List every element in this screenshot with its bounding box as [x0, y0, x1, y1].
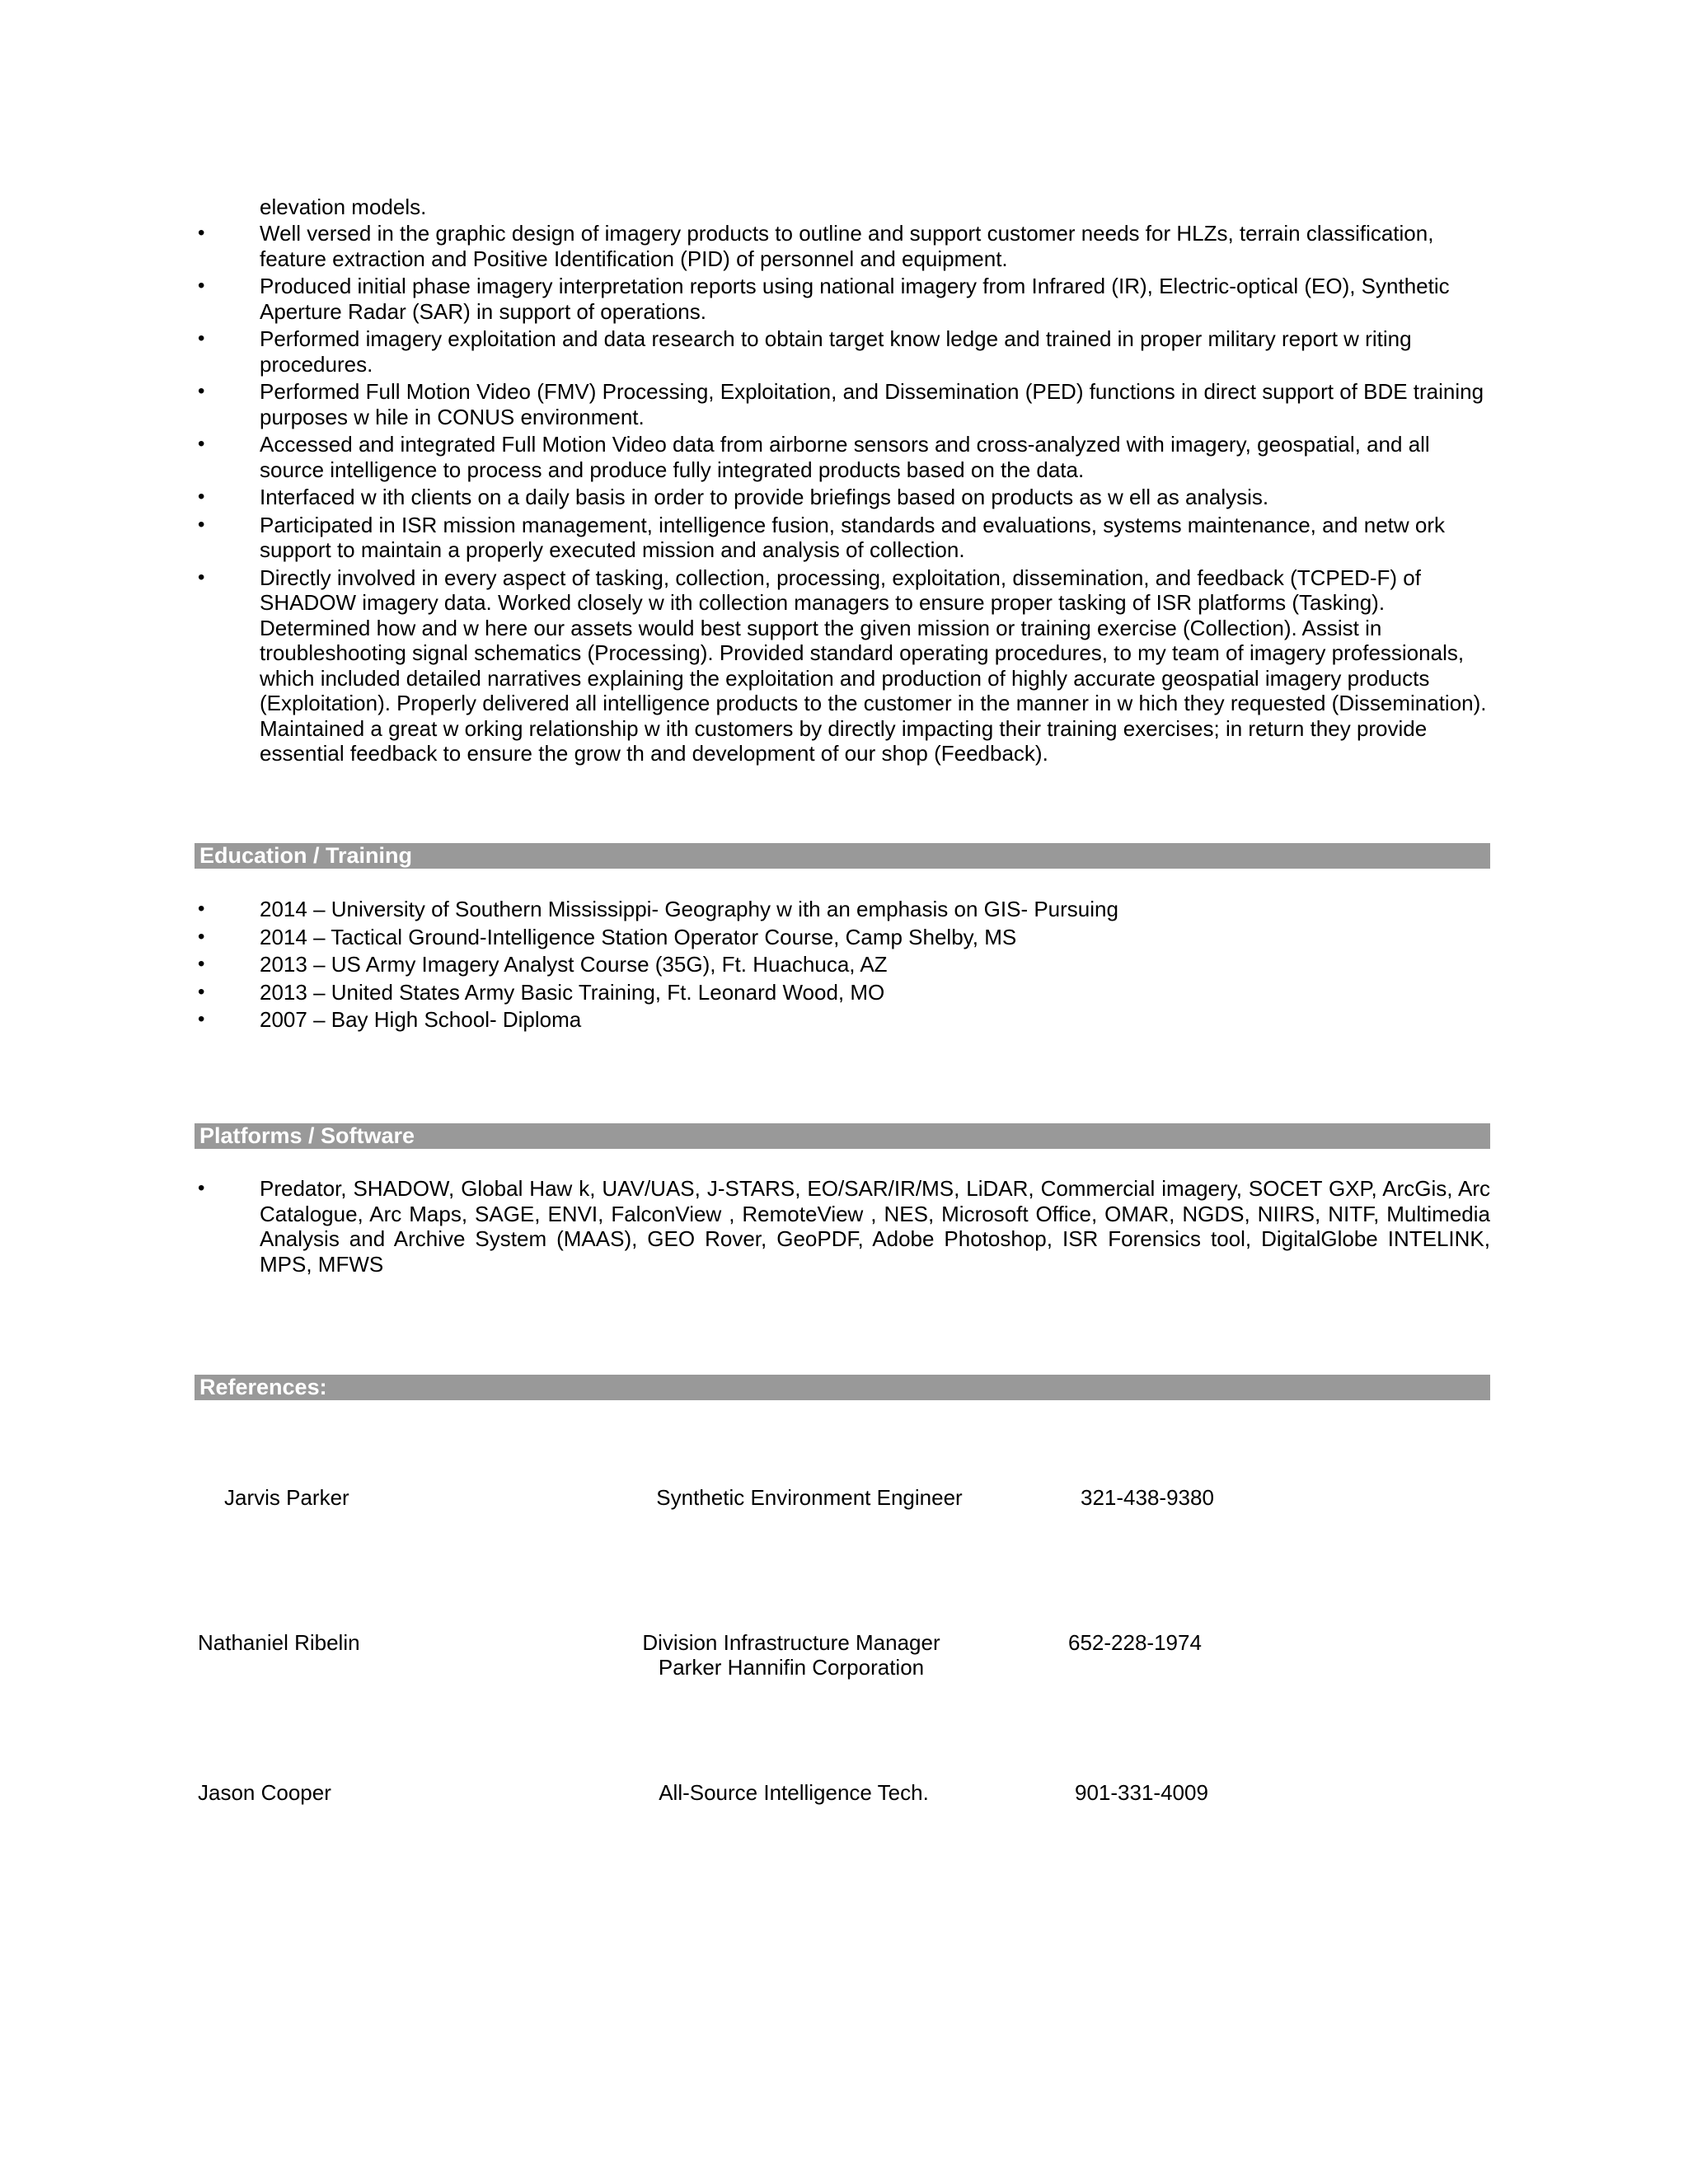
- reference-phone: 652-228-1974: [1068, 1630, 1202, 1655]
- experience-item: • Performed Full Motion Video (FMV) Processing, Exploitation, and Dissemination (PED) functions in direct support of BDE training purposes w hile in CONUS environment.: [198, 379, 1484, 429]
- bullet-icon: •: [198, 925, 205, 948]
- education-heading: Education / Training: [195, 843, 1490, 869]
- education-list-container: [195, 897, 1490, 1035]
- bullet-icon: •: [198, 380, 205, 402]
- references-heading: References:: [195, 1375, 1490, 1400]
- bullet-icon: •: [198, 565, 205, 588]
- experience-item: • Well versed in the graphic design of imagery products to outline and support customer needs for HLZs, terrain classification, feature extraction and Positive Identification (PID) of personnel and equipment.: [198, 221, 1434, 271]
- bullet-icon: •: [198, 1008, 205, 1030]
- platforms-heading: Platforms / Software: [195, 1123, 1490, 1149]
- reference-phone: 321-438-9380: [1081, 1485, 1214, 1510]
- reference-title: Division Infrastructure Manager: [642, 1630, 940, 1655]
- experience-item: • Interfaced w ith clients on a daily basis in order to provide briefings based on products as w ell as analysis.: [198, 485, 1269, 509]
- experience-item: • Participated in ISR mission management, intelligence fusion, standards and evaluations, systems maintenance, and netw ork support to maintain a properly executed mission and analysis of collection.: [198, 512, 1445, 562]
- education-item: • 2014 – University of Southern Mississippi- Geography w ith an emphasis on GIS- Pursuing: [198, 897, 1118, 921]
- platforms-list-container: [195, 1176, 1490, 1279]
- bullet-icon: •: [198, 485, 205, 508]
- bullet-icon: •: [198, 274, 205, 297]
- reference-title: All-Source Intelligence Tech.: [659, 1780, 929, 1805]
- platforms-item: • Predator, SHADOW, Global Haw k, UAV/UAS, J-STARS, EO/SAR/IR/MS, LiDAR, Commercial imagery, SOCET GXP, ArcGis, Arc Catalogue, Arc Maps, SAGE, ENVI, FalconView , RemoteView , NES, Microsoft Office, OMAR, NGDS, NIIRS, NITF, Multimedia Analysis and Archive System (MAAS), GEO Rover, GeoPDF, Adobe Photoshop, ISR Forensics tool, DigitalGlobe INTELINK, MPS, MFWS: [198, 1176, 1490, 1277]
- reference-name: Nathaniel Ribelin: [198, 1630, 360, 1655]
- platforms-list: [195, 1176, 1490, 1277]
- bullet-icon: •: [198, 953, 205, 975]
- bullet-icon: •: [198, 327, 205, 349]
- bullet-icon: •: [198, 1177, 205, 1199]
- reference-company: Parker Hannifin Corporation: [658, 1655, 925, 1680]
- experience-list: [195, 221, 1490, 766]
- experience-item: • Produced initial phase imagery interpretation reports using national imagery from Infrared (IR), Electric-optical (EO), Synthetic Aperture Radar (SAR) in support of operations.: [198, 274, 1450, 324]
- bullet-icon: •: [198, 433, 205, 455]
- education-item: • 2013 – United States Army Basic Training, Ft. Leonard Wood, MO: [198, 979, 885, 1005]
- reference-title: Synthetic Environment Engineer: [656, 1485, 963, 1510]
- education-list: [195, 897, 1490, 1033]
- education-item: • 2007 – Bay High School- Diploma: [198, 1007, 582, 1032]
- experience-continuation: elevation models.: [260, 194, 427, 219]
- reference-name: Jason Cooper: [198, 1780, 331, 1805]
- experience-list-container: [195, 221, 1490, 769]
- bullet-icon: •: [198, 898, 205, 920]
- bullet-icon: •: [198, 513, 205, 536]
- experience-item: • Accessed and integrated Full Motion Video data from airborne sensors and cross-analyzed with imagery, geospatial, and all source intelligence to process and produce fully integrated products based on the data.: [198, 432, 1430, 482]
- experience-item: • Performed imagery exploitation and data research to obtain target know ledge and trained in proper military report w riting procedures.: [198, 326, 1412, 377]
- bullet-icon: •: [198, 980, 205, 1003]
- experience-item: • Directly involved in every aspect of tasking, collection, processing, exploitation, dissemination, and feedback (TCPED-F) of SHADOW imagery data. Worked closely w ith collection managers to ensure proper tasking of ISR platforms (Tasking). Determined how and w here our assets would best support the given mission or training exercise (Collection). Assist in troubleshooting signal schematics (Processing). Provided standard operating procedures, to my team of imagery professionals, which included detailed narratives explaining the exploitation and production of highly accurate geospatial imagery products (Exploitation). Properly delivered all intelligence products to the customer in the manner in w hich they requested (Dissemination). Maintained a great w orking relationship w ith customers by directly impacting their training exercises; in return they provide essential feedback to ensure the grow th and development of our shop (Feedback).: [198, 565, 1487, 766]
- bullet-icon: •: [198, 222, 205, 244]
- reference-phone: 901-331-4009: [1075, 1780, 1208, 1805]
- reference-name: Jarvis Parker: [224, 1485, 349, 1510]
- education-item: • 2013 – US Army Imagery Analyst Course (35G), Ft. Huachuca, AZ: [198, 952, 888, 977]
- education-item: • 2014 – Tactical Ground-Intelligence Station Operator Course, Camp Shelby, MS: [198, 924, 1017, 949]
